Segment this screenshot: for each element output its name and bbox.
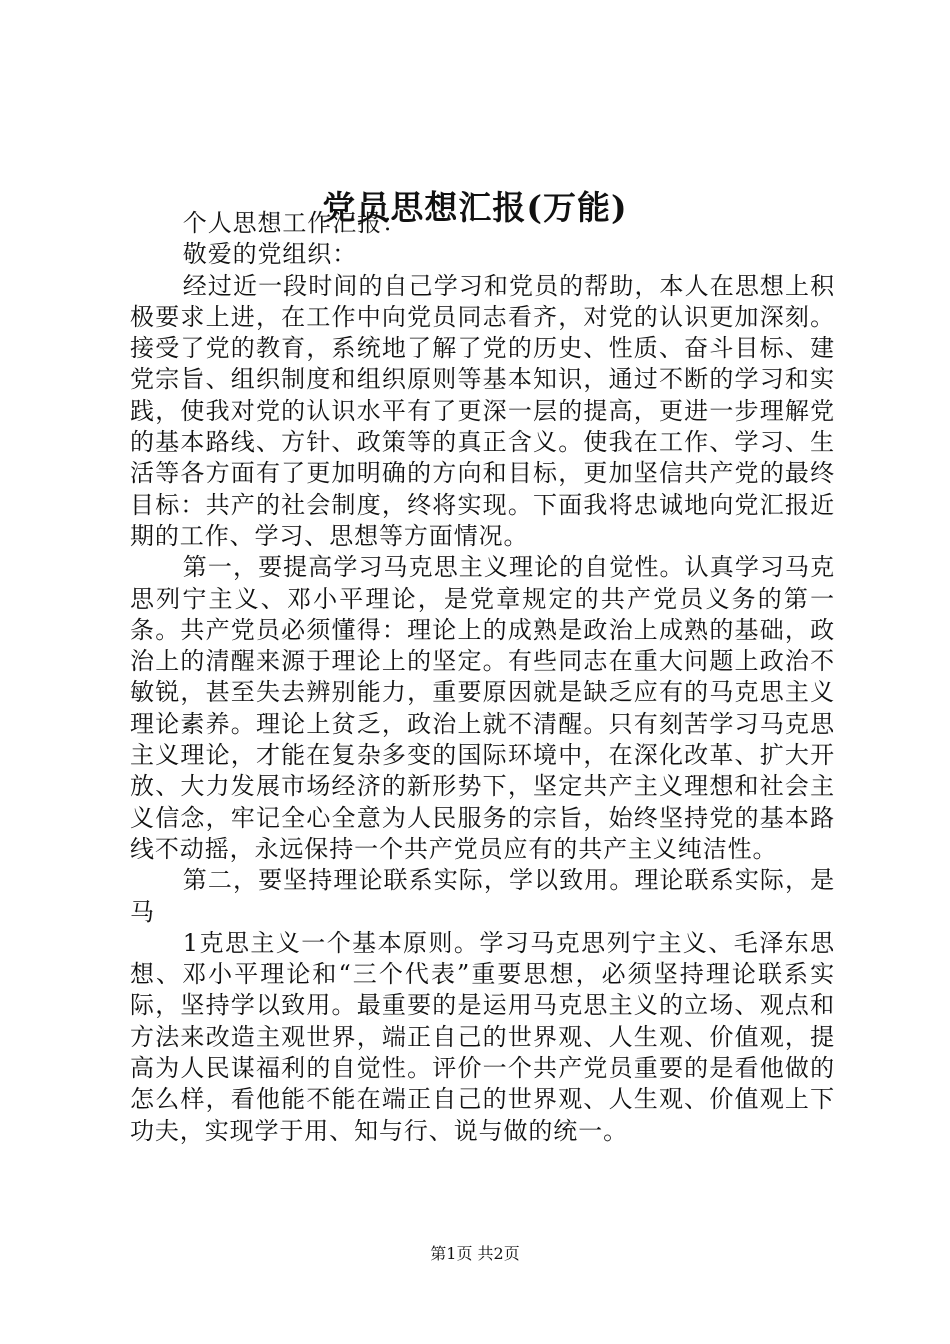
document-title: 党员思想汇报(万能): [322, 188, 628, 227]
document-body: [130, 208, 835, 1147]
salutation-heading: 个人思想工作汇报：: [182, 209, 407, 237]
body-paragraph-first: 第一，要提高学习马克思主义理论的自觉性。认真学习马克思列宁主义、邓小平理论，是党章规定的共产党员义务的第一条。共产党员必须懂得：理论上的成熟是政治上成熟的基础，政治上的清醒来源于理论上的坚定。有些同志在重大问题上政治不敏锐，甚至失去辨别能力，重要原因就是缺乏应有的马克思主义理论素养。理论上贫乏，政治上就不清醒。只有刻苦学习马克思主义理论，才能在复杂多变的国际环境中，在深化改革、扩大开放、大力发展市场经济的新形势下，坚定共产主义理想和社会主义信念，牢记全心全意为人民服务的宗旨，始终坚持党的基本路线不动摇，永远保持一个共产党员应有的共产主义纯洁性。: [130, 553, 835, 863]
page-footer: 第1页 共2页: [430, 1244, 520, 1263]
salutation-addressee: 敬爱的党组织：: [182, 240, 358, 269]
body-paragraph-continued: 1克思主义一个基本原则。学习马克思列宁主义、毛泽东思想、邓小平理论和“三个代表”重要思想，必须坚持理论联系实际，坚持学以致用。最重要的是运用马克思主义的立场、观点和方法来改造主观世界，端正自己的世界观、人生观、价值观，提高为人民谋福利的自觉性。评价一个共产党员重要的是看他做的怎么样，看他能不能在端正自己的世界观、人生观、价值观上下功夫，实现学于用、知与行、说与做的统一。: [130, 928, 835, 1145]
body-paragraph-intro: 经过近一段时间的自己学习和党员的帮助，本人在思想上积极要求上进，在工作中向党员同志看齐，对党的认识更加深刻。接受了党的教育，系统地了解了党的历史、性质、奋斗目标、建党宗旨、组织制度和组织原则等基本知识，通过不断的学习和实践，使我对党的认识水平有了更深一层的提高，更进一步理解党的基本路线、方针、政策等的真正含义。使我在工作、学习、生活等各方面有了更加明确的方向和目标，更加坚信共产党的最终目标：共产的社会制度，终将实现。下面我将忠诚地向党汇报近期的工作、学习、思想等方面情况。: [130, 271, 835, 550]
body-paragraph-second: 第二，要坚持理论联系实际，学以致用。理论联系实际，是马: [130, 866, 835, 926]
